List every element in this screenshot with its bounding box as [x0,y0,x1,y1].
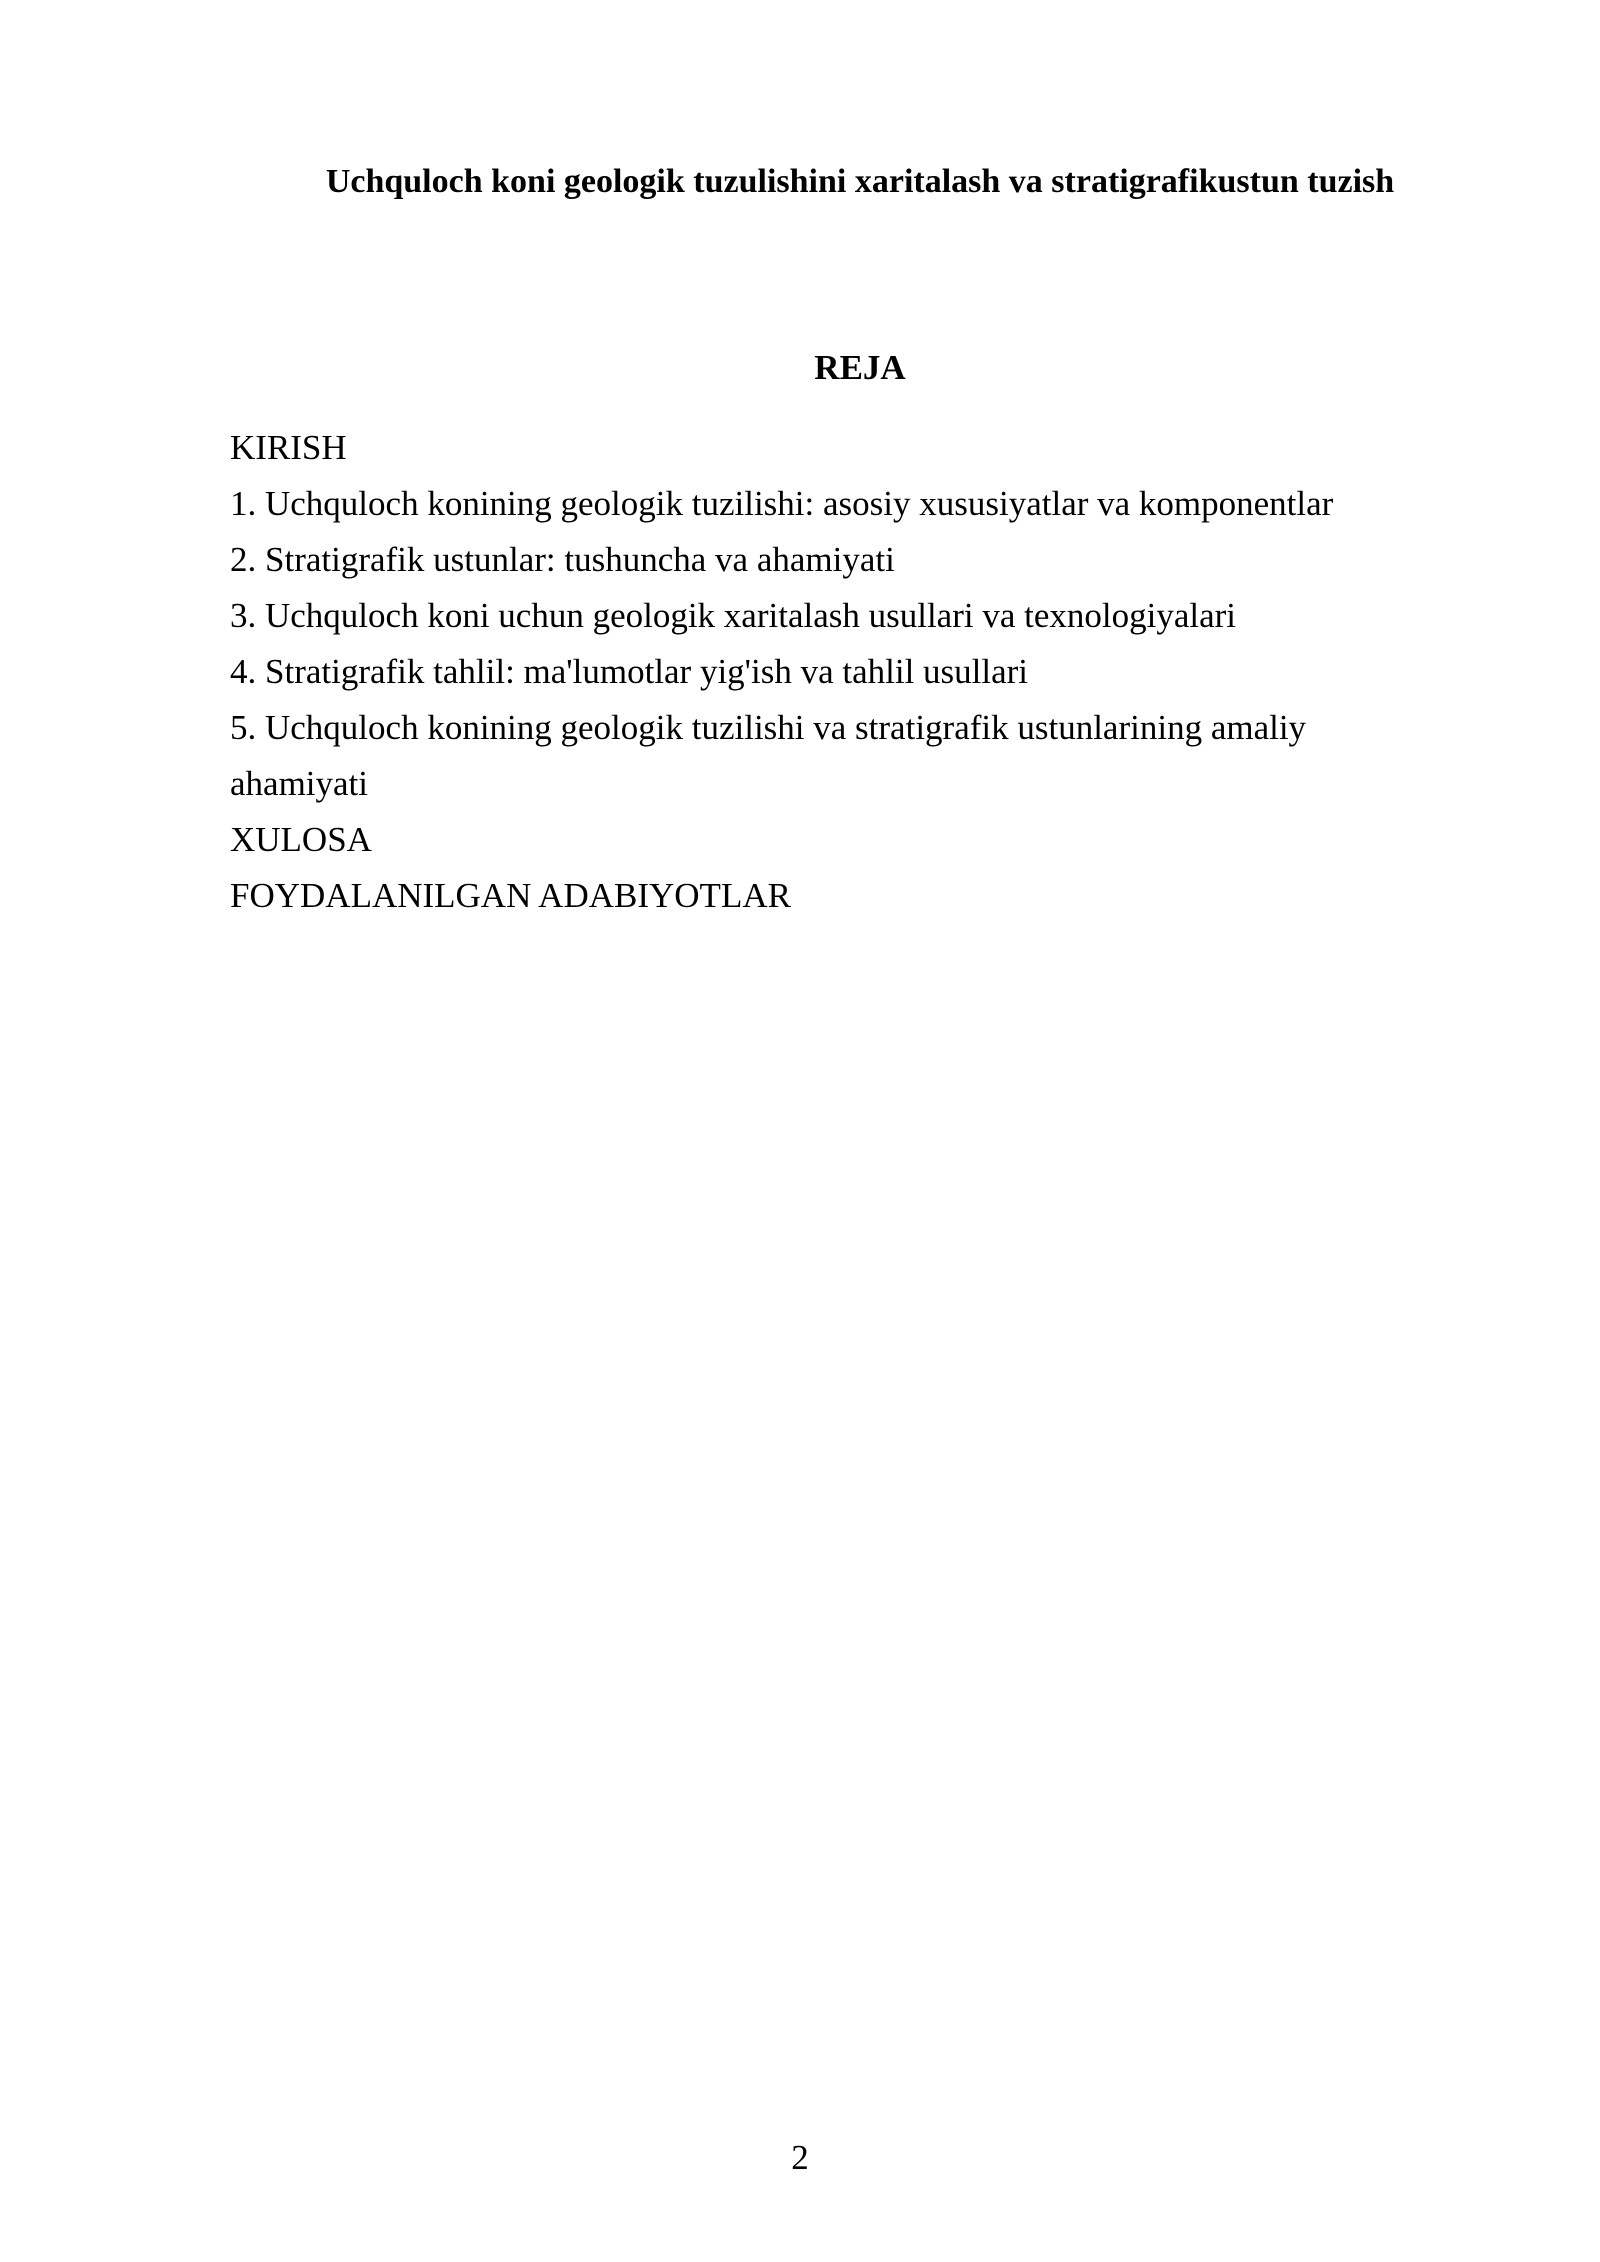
toc-item-3: 3. Uchquloch koni uchun geologik xaritalash usullari va texnologiyalari [230,596,1237,635]
document-title: Uchquloch koni geologik tuzulishini xaritalash va stratigrafikustun tuzish [325,163,1395,200]
toc-item-4: 4. Stratigrafik tahlil: ma'lumotlar yig'ish va tahlil usullari [230,652,1029,691]
plan-heading: REJA [814,348,906,387]
toc-item-5-line-2: ahamiyati [230,764,369,803]
toc-item-1: 1. Uchquloch konining geologik tuzilishi: asosiy xususiyatlar va komponentlar [230,484,1334,523]
toc-item-5 [230,700,1470,812]
table-of-contents [230,420,1470,924]
toc-conclusion: XULOSA [230,820,372,859]
page-number: 2 [791,2138,809,2177]
toc-intro: KIRISH [230,428,347,467]
toc-references: FOYDALANILGAN ADABIYOTLAR [230,876,791,915]
toc-item-5-line-1: 5. Uchquloch konining geologik tuzilishi va stratigrafik ustunlarining amaliy [230,708,1307,747]
toc-item-2: 2. Stratigrafik ustunlar: tushuncha va ahamiyati [230,540,895,579]
